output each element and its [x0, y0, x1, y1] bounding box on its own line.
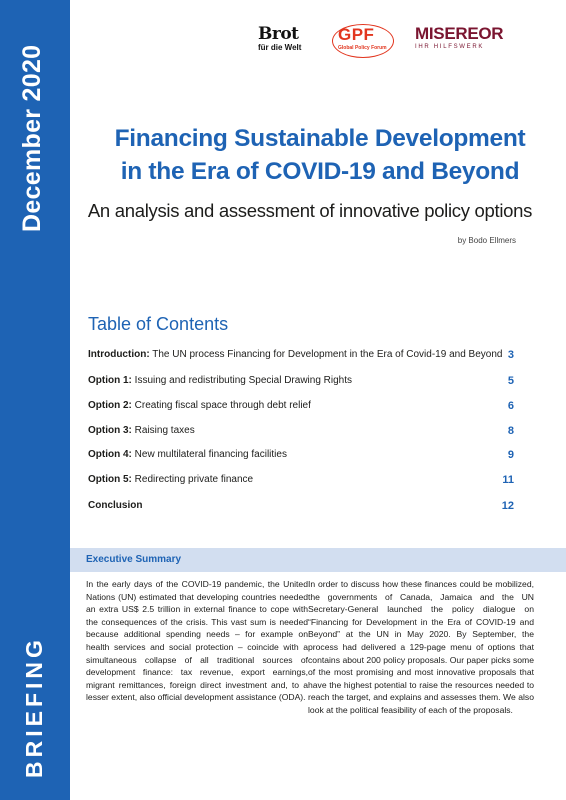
toc-item-lead: Option 4:: [88, 449, 132, 460]
toc-item[interactable]: [88, 398, 514, 414]
toc-item-page: 3: [507, 349, 514, 361]
brot-logo-text: Brot: [258, 24, 299, 44]
toc-item-page: 12: [501, 500, 514, 512]
toc-item-lead: Option 2:: [88, 400, 132, 411]
toc-item[interactable]: [88, 347, 514, 363]
misereor-logo-text: MISEREOR: [415, 24, 504, 43]
toc-item-text: Redirecting private finance: [134, 474, 254, 485]
summary-column-right: In order to discuss how these finances could be mobilized, the governments of Canada, Jamaica and the UN Secretary-General launched the policy dialogue on “Financing for Development in the Era of COVID-19 and Beyond” at the UN in May 2020. By September, the process had delivered a 129-page menu of options that contains about 200 policy proposals. Our paper picks some of the most promising and most innovative proposals that have the highest potential to raise the resources needed to reach the target, and explains and assesses them. We also look at the political feasibility of each of the proposals.: [308, 579, 534, 715]
toc-item[interactable]: [88, 472, 514, 488]
toc-item-text: The UN process Financing for Development in the Era of Covid-19 and Beyond: [152, 349, 503, 360]
date-label: December 2020: [18, 44, 46, 232]
title-line-1: Financing Sustainable Development: [114, 125, 526, 152]
partner-logos: [250, 20, 550, 60]
executive-summary: [70, 548, 566, 800]
summary-column-left: In the early days of the COVID-19 pandemic, the United Nations (UN) estimated that developing countries needed an extra US$ 2.5 trillion in external finance to cope with the consequences of the crisis. This vast sum is needed because additional spending needs – for example on health services and social protection – coincide with a simultaneous collapse of all traditional sources of development finance: tax revenue, export earnings, migrant remittances, foreign direct investment and, to a lesser extent, also official development assistance (ODA).: [86, 579, 308, 703]
toc-item-page: 8: [507, 425, 514, 437]
toc-item[interactable]: [88, 498, 514, 514]
toc-item-text: Raising taxes: [134, 425, 195, 436]
toc-heading: Table of Contents: [88, 314, 229, 334]
toc-item-lead: Introduction:: [88, 349, 150, 360]
brot-logo-subtext: für die Welt: [258, 43, 302, 52]
toc-item-page: 9: [507, 449, 514, 461]
toc-item-lead: Option 5:: [88, 474, 132, 485]
toc-item-lead: Conclusion: [88, 500, 143, 511]
toc-item-page: 11: [502, 474, 514, 486]
title-line-2: in the Era of COVID-19 and Beyond: [120, 158, 520, 185]
sidebar: [0, 0, 70, 800]
gpf-logo: [332, 21, 402, 61]
toc-item-page: 6: [507, 400, 514, 412]
toc-item[interactable]: [88, 447, 514, 463]
author-byline: by Bodo Ellmers: [457, 236, 516, 245]
toc-item-text: New multilateral financing facilities: [134, 449, 287, 460]
gpf-logo-text: GPF: [338, 25, 375, 44]
toc-item-page: 5: [507, 375, 514, 387]
toc-item[interactable]: [88, 423, 514, 439]
toc-item-lead: Option 3:: [88, 425, 132, 436]
doc-type-label: BRIEFING: [21, 636, 47, 778]
toc-item[interactable]: [88, 373, 514, 389]
misereor-logo: [415, 25, 525, 51]
toc-item-text: Issuing and redistributing Special Drawing Rights: [134, 375, 353, 386]
brot-logo: [258, 26, 328, 52]
summary-heading: Executive Summary: [86, 554, 182, 565]
toc-item-text: Creating fiscal space through debt relief: [134, 400, 311, 411]
gpf-logo-subtext: Global Policy Forum: [338, 45, 387, 51]
document-title: [100, 122, 540, 188]
document-subtitle: An analysis and assessment of innovative policy options: [87, 200, 533, 221]
misereor-logo-subtext: IHR HILFSWERK: [415, 44, 485, 50]
toc-item-lead: Option 1:: [88, 375, 132, 386]
